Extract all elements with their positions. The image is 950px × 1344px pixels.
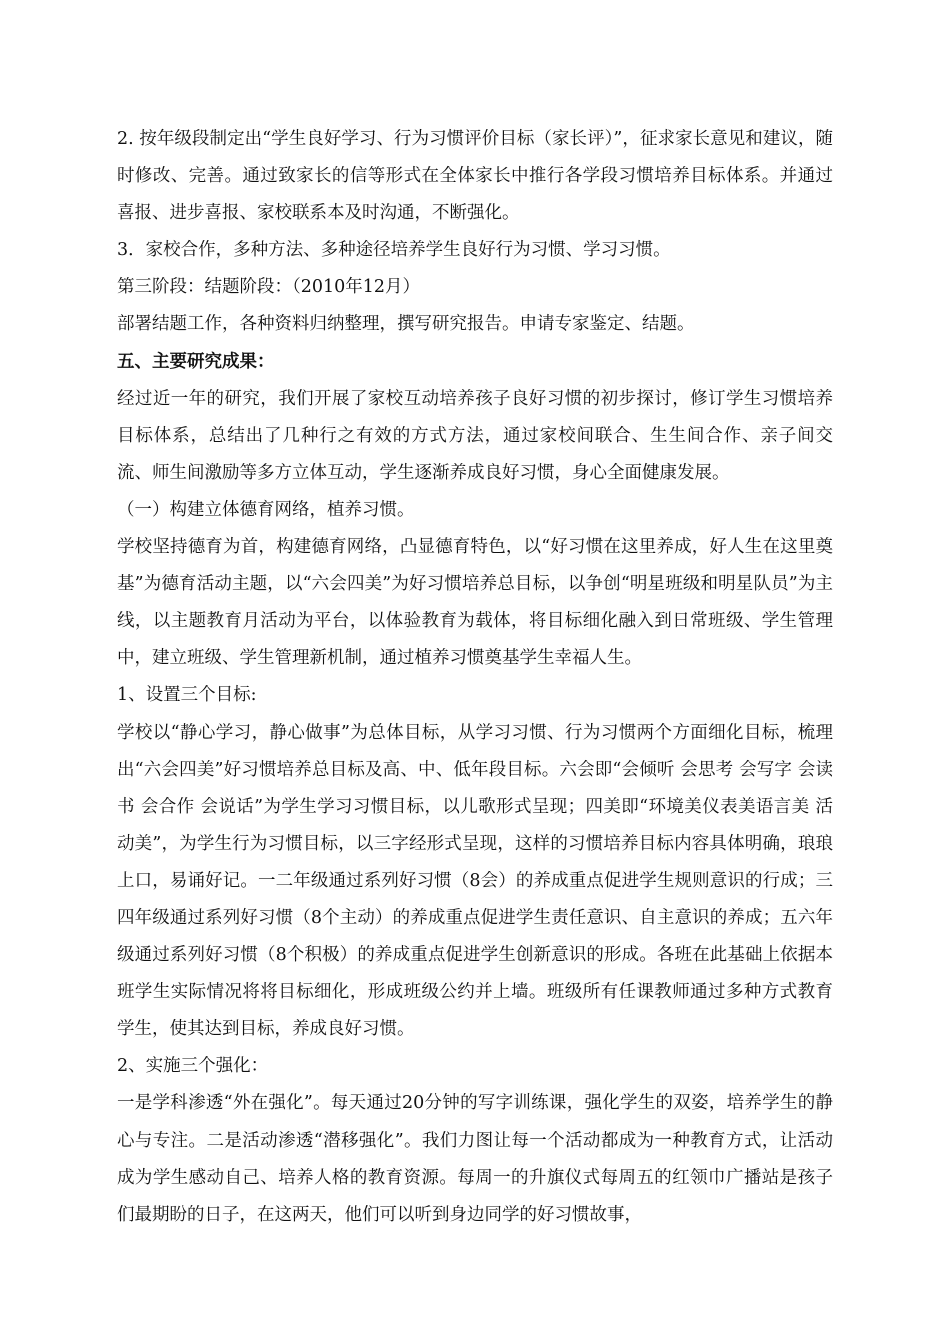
paragraph-three-reinforcements-body: 一是学科渗透“外在强化”。每天通过20分钟的写字训练课，强化学生的双姿，培养学生的静心与专注。二是活动渗透“潜移强化”。我们力图让每一个活动都成为一种教育方式，让活动成为学生感动自己、培养人格的教育资源。每周一的升旗仪式每周五的红领巾广播站是孩子们最期盼的日子，在这两天，他们可以听到身边同学的好习惯故事， [117,1093,833,1225]
section-heading-research-results: 五、主要研究成果： [117,351,275,372]
paragraph-phase-three-body: 部署结题工作，各种资料归纳整理，撰写研究报告。申请专家鉴定、结题。 [117,314,695,335]
paragraph-home-school-cooperation: 3．家校合作，多种方法、多种途径培养学生良好行为习惯、学习习惯。 [117,240,671,261]
subheading-moral-network: （一）构建立体德育网络，植养习惯。 [117,499,415,520]
paragraph-results-summary: 经过近一年的研究，我们开展了家校互动培养孩子良好习惯的初步探讨，修订学生习惯培养目标体系，总结出了几种行之有效的方式方法，通过家校间联合、生生间合作、亲子间交流、师生间激励等多方立体互动，学生逐渐养成良好习惯，身心全面健康发展。 [117,388,833,483]
paragraph-phase-three-heading: 第三阶段：结题阶段：（2010年12月） [117,277,421,298]
subheading-three-goals: 1、设置三个目标: [117,685,257,706]
document-page [117,121,833,1234]
subheading-three-reinforcements: 2、实施三个强化： [117,1056,269,1077]
paragraph-moral-network-body: 学校坚持德育为首，构建德育网络，凸显德育特色，以“好习惯在这里养成，好人生在这里奠基”为德育活动主题，以“六会四美”为好习惯培养总目标，以争创“明星班级和明星队员”为主线，以主题教育月活动为平台，以体验教育为载体，将目标细化融入到日常班级、学生管理中，建立班级、学生管理新机制，通过植养习惯奠基学生幸福人生。 [117,537,833,669]
paragraph-grade-goals: 2. 按年级段制定出“学生良好学习、行为习惯评价目标（家长评）”，征求家长意见和建议，随时修改、完善。通过致家长的信等形式在全体家长中推行各学段习惯培养目标体系。并通过喜报、进步喜报、家校联系本及时沟通，不断强化。 [117,129,833,224]
paragraph-three-goals-body: 学校以“静心学习，静心做事”为总体目标，从学习习惯、行为习惯两个方面细化目标，梳理出“六会四美”好习惯培养总目标及高、中、低年段目标。六会即“会倾听 会思考 会写字 会读书 会合作 会说话”为学生学习习惯目标，以儿歌形式呈现；四美即“环境美仪表美语言美 活动美”，为学生行为习惯目标，以三字经形式呈现，这样的习惯培养目标内容具体明确，琅琅上口，易诵好记。一二年级通过系列好习惯（8会）的养成重点促进学生规则意识的行成；三四年级通过系列好习惯（8个主动）的养成重点促进学生责任意识、自主意识的养成；五六年级通过系列好习惯（8个积极）的养成重点促进学生创新意识的形成。各班在此基础上依据本班学生实际情况将将目标细化，形成班级公约并上墙。班级所有任课教师通过多种方式教育学生，使其达到目标，养成良好习惯。 [117,722,833,1040]
